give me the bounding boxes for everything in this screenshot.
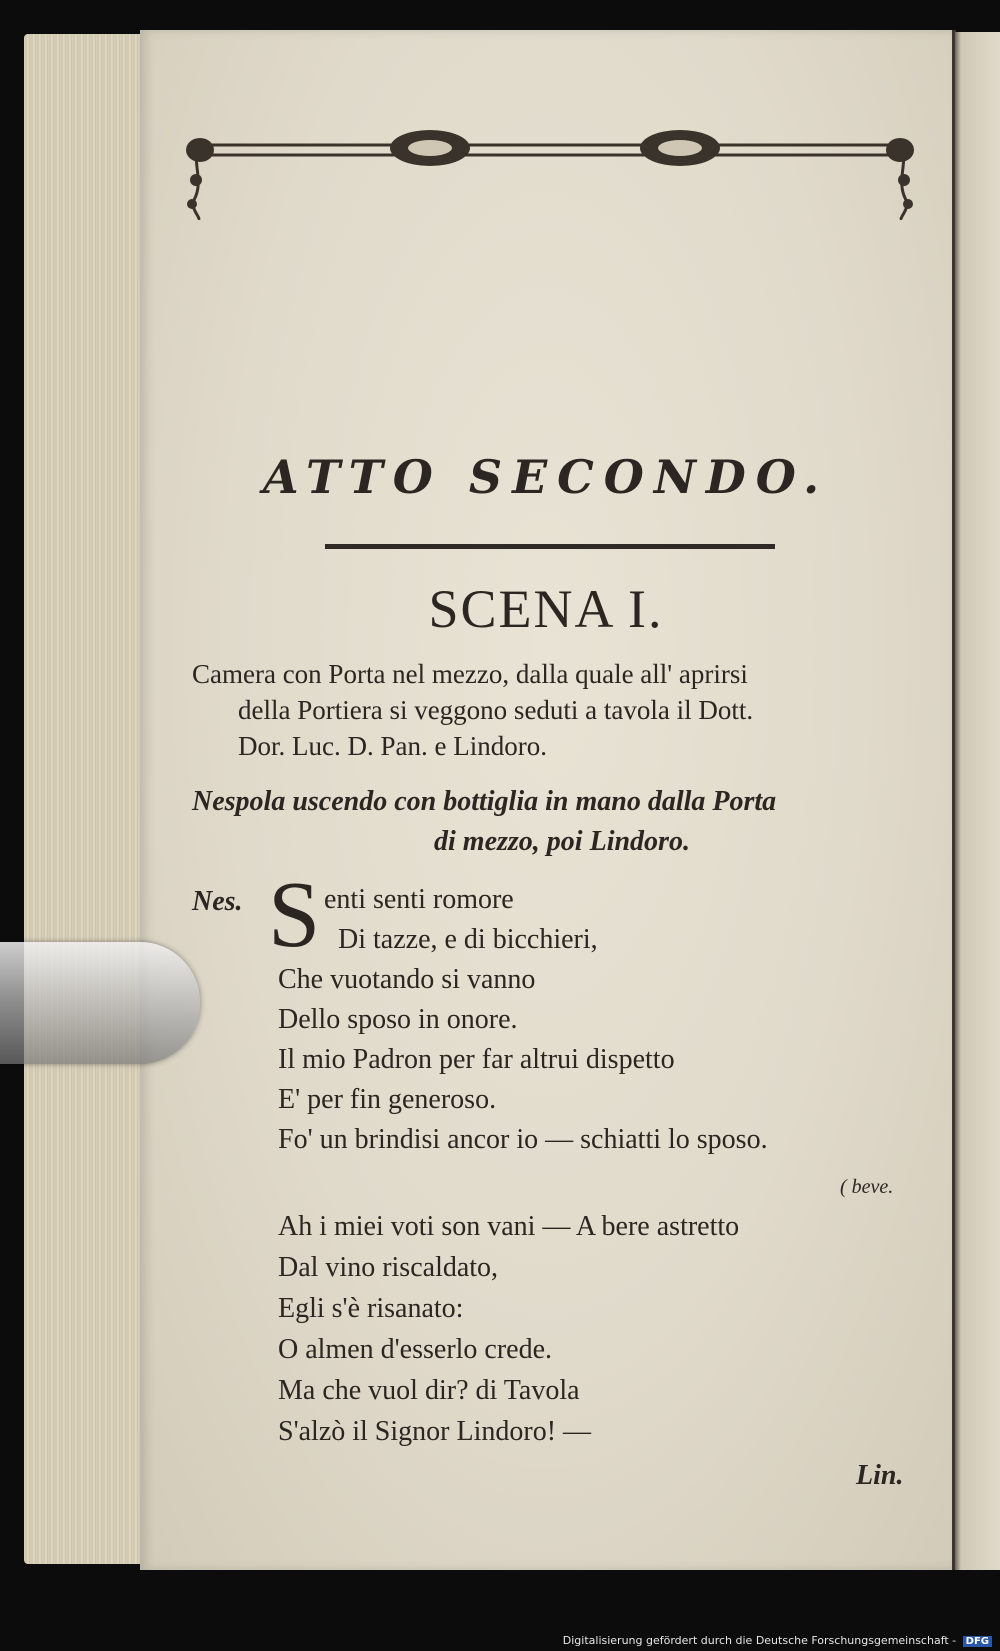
verse-line: enti senti romore: [324, 884, 514, 915]
verse-line: S'alzò il Signor Lindoro! —: [278, 1416, 592, 1447]
credit-text: Digitalisierung gefördert durch die Deutsche Forschungsgemeinschaft -: [562, 1634, 957, 1647]
drop-cap: S: [268, 863, 321, 967]
next-page-edge: [955, 32, 1000, 1570]
entrance-direction-line: Nespola uscendo con bottiglia in mano dalla Porta: [192, 786, 777, 817]
digitization-credit: [559, 1632, 996, 1649]
entrance-direction: [192, 782, 912, 862]
act-title: ATTO SECONDO.: [262, 450, 830, 504]
book-page: [140, 30, 952, 1570]
verse-line: Fo' un brindisi ancor io — schiatti lo sposo.: [278, 1124, 768, 1155]
dfg-logo-icon: DFG: [963, 1636, 992, 1647]
verse-line: Di tazze, e di bicchieri,: [338, 924, 598, 955]
stage-direction-line: Dor. Luc. D. Pan. e Lindoro.: [238, 731, 547, 761]
verse-line: Il mio Padron per far altrui dispetto: [278, 1044, 675, 1075]
title-divider: [325, 544, 775, 549]
verse-line: Egli s'è risanato:: [278, 1293, 464, 1324]
verse-block: [278, 1206, 938, 1452]
book-page-edges: [24, 34, 148, 1564]
verse-block: [278, 880, 938, 1160]
verse-line: Dello sposo in onore.: [278, 1004, 518, 1035]
stage-direction-line: della Portiera si veggono seduti a tavola il Dott.: [238, 695, 754, 725]
catchword: Lin.: [856, 1460, 904, 1491]
ornamental-header: [180, 100, 920, 220]
verse-line: E' per fin generoso.: [278, 1084, 497, 1115]
verse-line: Che vuotando si vanno: [278, 964, 536, 995]
entrance-direction-line: di mezzo, poi Lindoro.: [434, 826, 690, 857]
verse-line: Ma che vuol dir? di Tavola: [278, 1375, 580, 1406]
verse-line: Dal vino riscaldato,: [278, 1252, 499, 1283]
scene-title: SCENA I.: [428, 579, 664, 639]
verse-line: Ah i miei voti son vani — A bere astretto: [278, 1211, 740, 1242]
stage-aside: ( beve.: [840, 1176, 894, 1198]
page-holder-clip: [0, 942, 200, 1064]
verse-line: O almen d'esserlo crede.: [278, 1334, 553, 1365]
speaker-name: Nes.: [192, 886, 243, 917]
stage-direction-line: Camera con Porta nel mezzo, dalla quale all' aprirsi: [192, 659, 748, 689]
stage-direction: [192, 656, 912, 764]
